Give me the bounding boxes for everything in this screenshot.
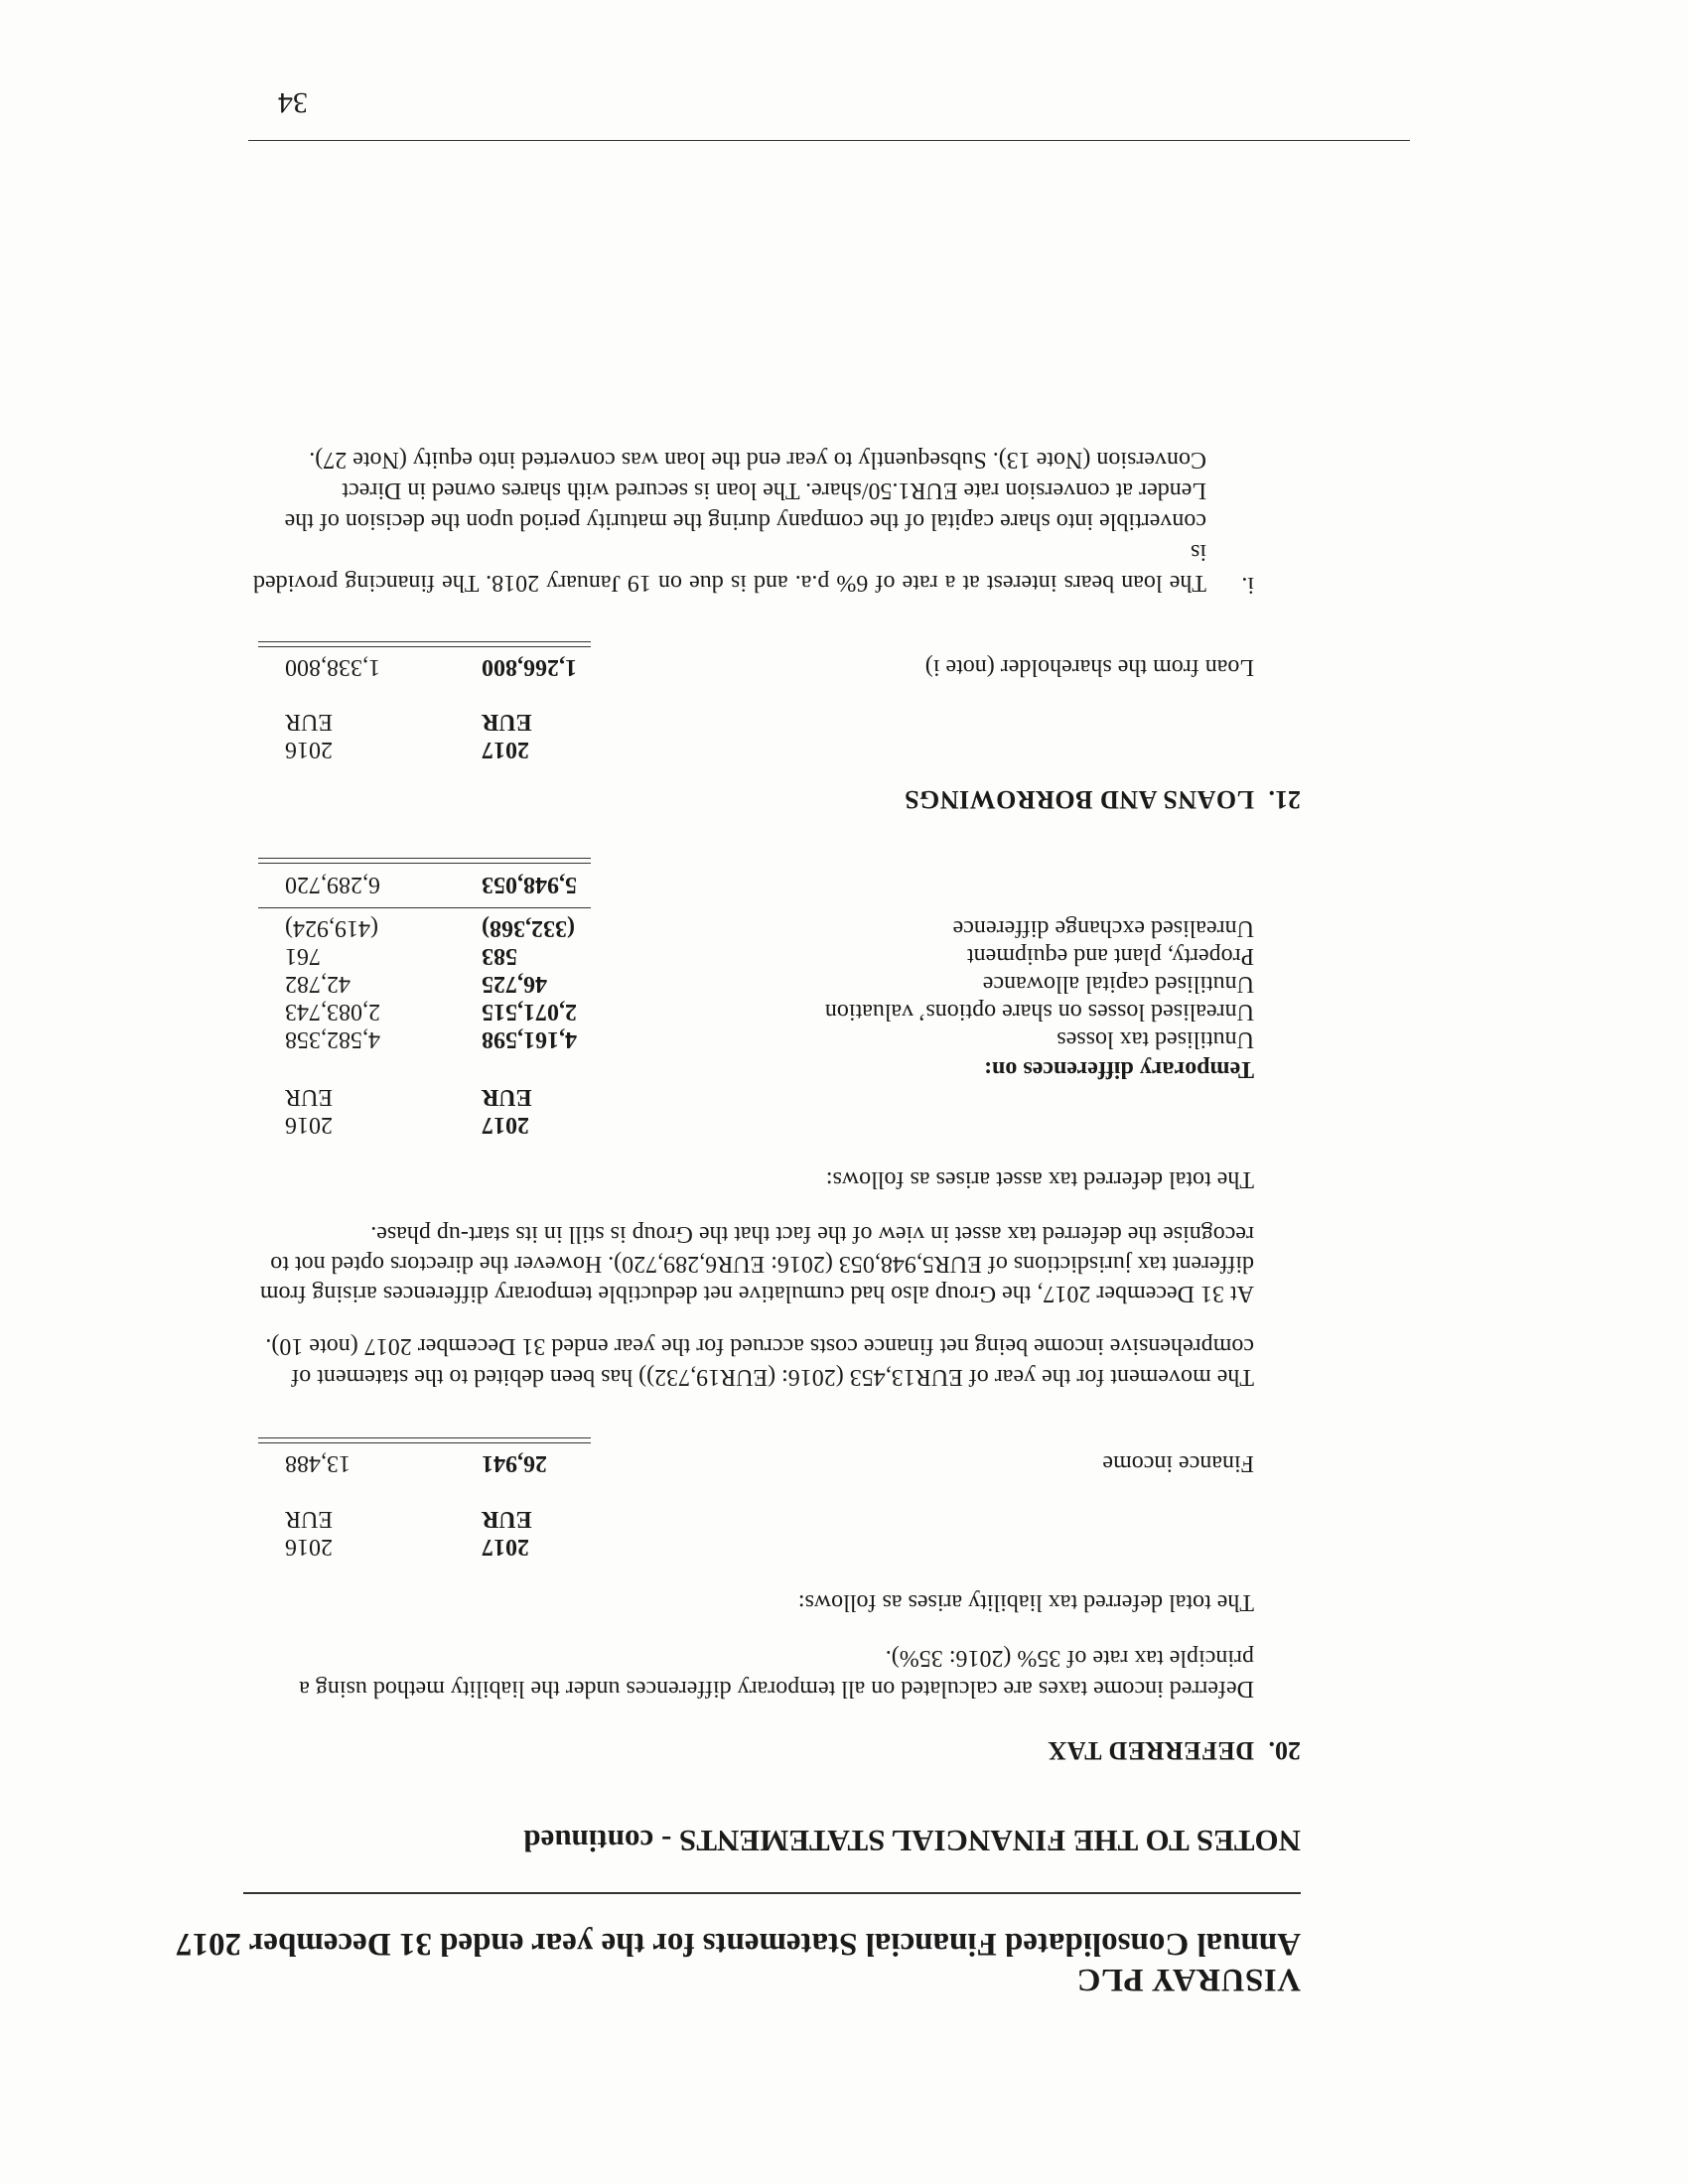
asset-total-double-rule bbox=[258, 858, 591, 864]
liability-row-label: Finance income bbox=[1102, 1450, 1254, 1476]
asset-cur-2016: EUR bbox=[285, 1084, 333, 1110]
liability-col-2017: 2017 bbox=[482, 1534, 529, 1560]
asset-row-label: Unrealised exchange difference bbox=[952, 915, 1254, 941]
loan-row-2017: 1,266,800 bbox=[482, 654, 577, 680]
loan-col-2017: 2017 bbox=[482, 737, 529, 762]
unrecognised-line: At 31 December 2017, the Group also had cumulative net deductible temporary differences arising from bbox=[259, 1281, 1254, 1306]
loan-row-2016: 1,338,800 bbox=[285, 654, 380, 680]
asset-subtotal-rule bbox=[258, 907, 591, 908]
asset-total-2017: 5,948,053 bbox=[482, 872, 577, 897]
report-subtitle: Annual Consolidated Financial Statements for the year ended 31 December 2017 bbox=[176, 1926, 1301, 1962]
liability-cur-2017: EUR bbox=[482, 1506, 532, 1532]
asset-table-heading: Temporary differences on: bbox=[984, 1056, 1254, 1082]
unrecognised-paragraph bbox=[253, 1219, 1254, 1308]
section-21-title: LOANS AND BORROWINGS bbox=[904, 785, 1254, 814]
unrecognised-line: recognise the deferred tax asset in view of the fact that the Group is still in its start-up phase. bbox=[370, 1221, 1254, 1247]
loan-note-line: The loan bears interest at a rate of 6% p.a. and is due on 19 January 2018. The financing provided is bbox=[253, 539, 1206, 596]
asset-row-2016: 4,582,358 bbox=[285, 1026, 380, 1052]
loan-row-label: Loan from the shareholder (note i) bbox=[924, 654, 1254, 680]
movement-line: comprehensive income being net finance costs accrued for the year ended 31 December 2017 (note 10). bbox=[265, 1333, 1254, 1359]
header-divider bbox=[243, 1892, 1301, 1894]
notes-title: NOTES TO THE FINANCIAL STATEMENTS - continued bbox=[523, 1824, 1301, 1858]
unrecognised-line: different tax jurisdictions of EUR5,948,053 (2016: EUR6,289,720). However the directors opted not to bbox=[270, 1251, 1254, 1277]
asset-row-2017: 4,161,598 bbox=[482, 1026, 577, 1052]
page-number: 34 bbox=[278, 86, 308, 119]
loan-cur-2017: EUR bbox=[482, 709, 532, 735]
asset-row-2016: 761 bbox=[285, 943, 321, 969]
footer-divider bbox=[248, 140, 1410, 141]
asset-row-2017: (332,368) bbox=[482, 915, 575, 941]
loan-note-line: convertible into share capital of the company during the maturity period upon the decision of the bbox=[284, 508, 1206, 534]
liability-col-2016: 2016 bbox=[285, 1534, 333, 1560]
asset-cur-2017: EUR bbox=[482, 1084, 532, 1110]
asset-row-2016: 42,782 bbox=[285, 971, 351, 997]
loan-note-label: i. bbox=[1241, 572, 1254, 598]
loan-note-line: Lender at conversion rate EUR1.50/share. The loan is secured with shares owned in Direct bbox=[342, 478, 1206, 503]
asset-row-2017: 46,725 bbox=[482, 971, 547, 997]
intro-line: Deferred income taxes are calculated on all temporary differences under the liability method using a bbox=[299, 1676, 1254, 1702]
asset-row-2016: (419,924) bbox=[285, 915, 378, 941]
liability-cur-2016: EUR bbox=[285, 1506, 333, 1532]
section-20-title: DEFERRED TAX bbox=[1047, 1736, 1254, 1765]
asset-col-2016: 2016 bbox=[285, 1112, 333, 1138]
deferred-tax-intro bbox=[253, 1642, 1254, 1704]
asset-row-2017: 583 bbox=[482, 943, 517, 969]
loan-col-2016: 2016 bbox=[285, 737, 333, 762]
asset-col-2017: 2017 bbox=[482, 1112, 529, 1138]
intro-line: principle tax rate of 35% (2016: 35%). bbox=[885, 1645, 1254, 1671]
asset-row-2017: 2,071,515 bbox=[482, 999, 577, 1024]
loan-note-text bbox=[253, 444, 1206, 598]
movement-line: The movement for the year of EUR13,453 (2016: (EUR19,732)) has been debited to the statement of bbox=[291, 1364, 1254, 1390]
asset-row-label: Unrealised losses on share options’ valuation bbox=[824, 999, 1254, 1024]
section-20-number: 20. bbox=[1268, 1736, 1301, 1765]
section-21-number: 21. bbox=[1268, 785, 1301, 814]
asset-intro: The total deferred tax asset arises as follows: bbox=[825, 1166, 1254, 1192]
asset-row-label: Unutilised tax losses bbox=[1056, 1026, 1254, 1052]
loan-cur-2016: EUR bbox=[285, 709, 333, 735]
liability-row-2017: 26,941 bbox=[482, 1450, 547, 1476]
asset-row-label: Unutilised capital allowance bbox=[982, 971, 1254, 997]
liability-row-2016: 13,488 bbox=[285, 1450, 351, 1476]
asset-row-label: Property, plant and equipment bbox=[966, 943, 1254, 969]
company-name: VISURAY PLC bbox=[1076, 1962, 1301, 1997]
asset-row-2016: 2,083,743 bbox=[285, 999, 380, 1024]
loan-note-line: Conversion (Note 13). Subsequently to year end the loan was converted into equity (Note 27). bbox=[309, 447, 1206, 473]
liability-intro: The total deferred tax liability arises as follows: bbox=[797, 1589, 1254, 1615]
liability-total-double-rule bbox=[258, 1437, 591, 1443]
movement-paragraph bbox=[253, 1330, 1254, 1392]
asset-total-2016: 6,289,720 bbox=[285, 872, 380, 897]
loan-total-double-rule bbox=[258, 641, 591, 647]
